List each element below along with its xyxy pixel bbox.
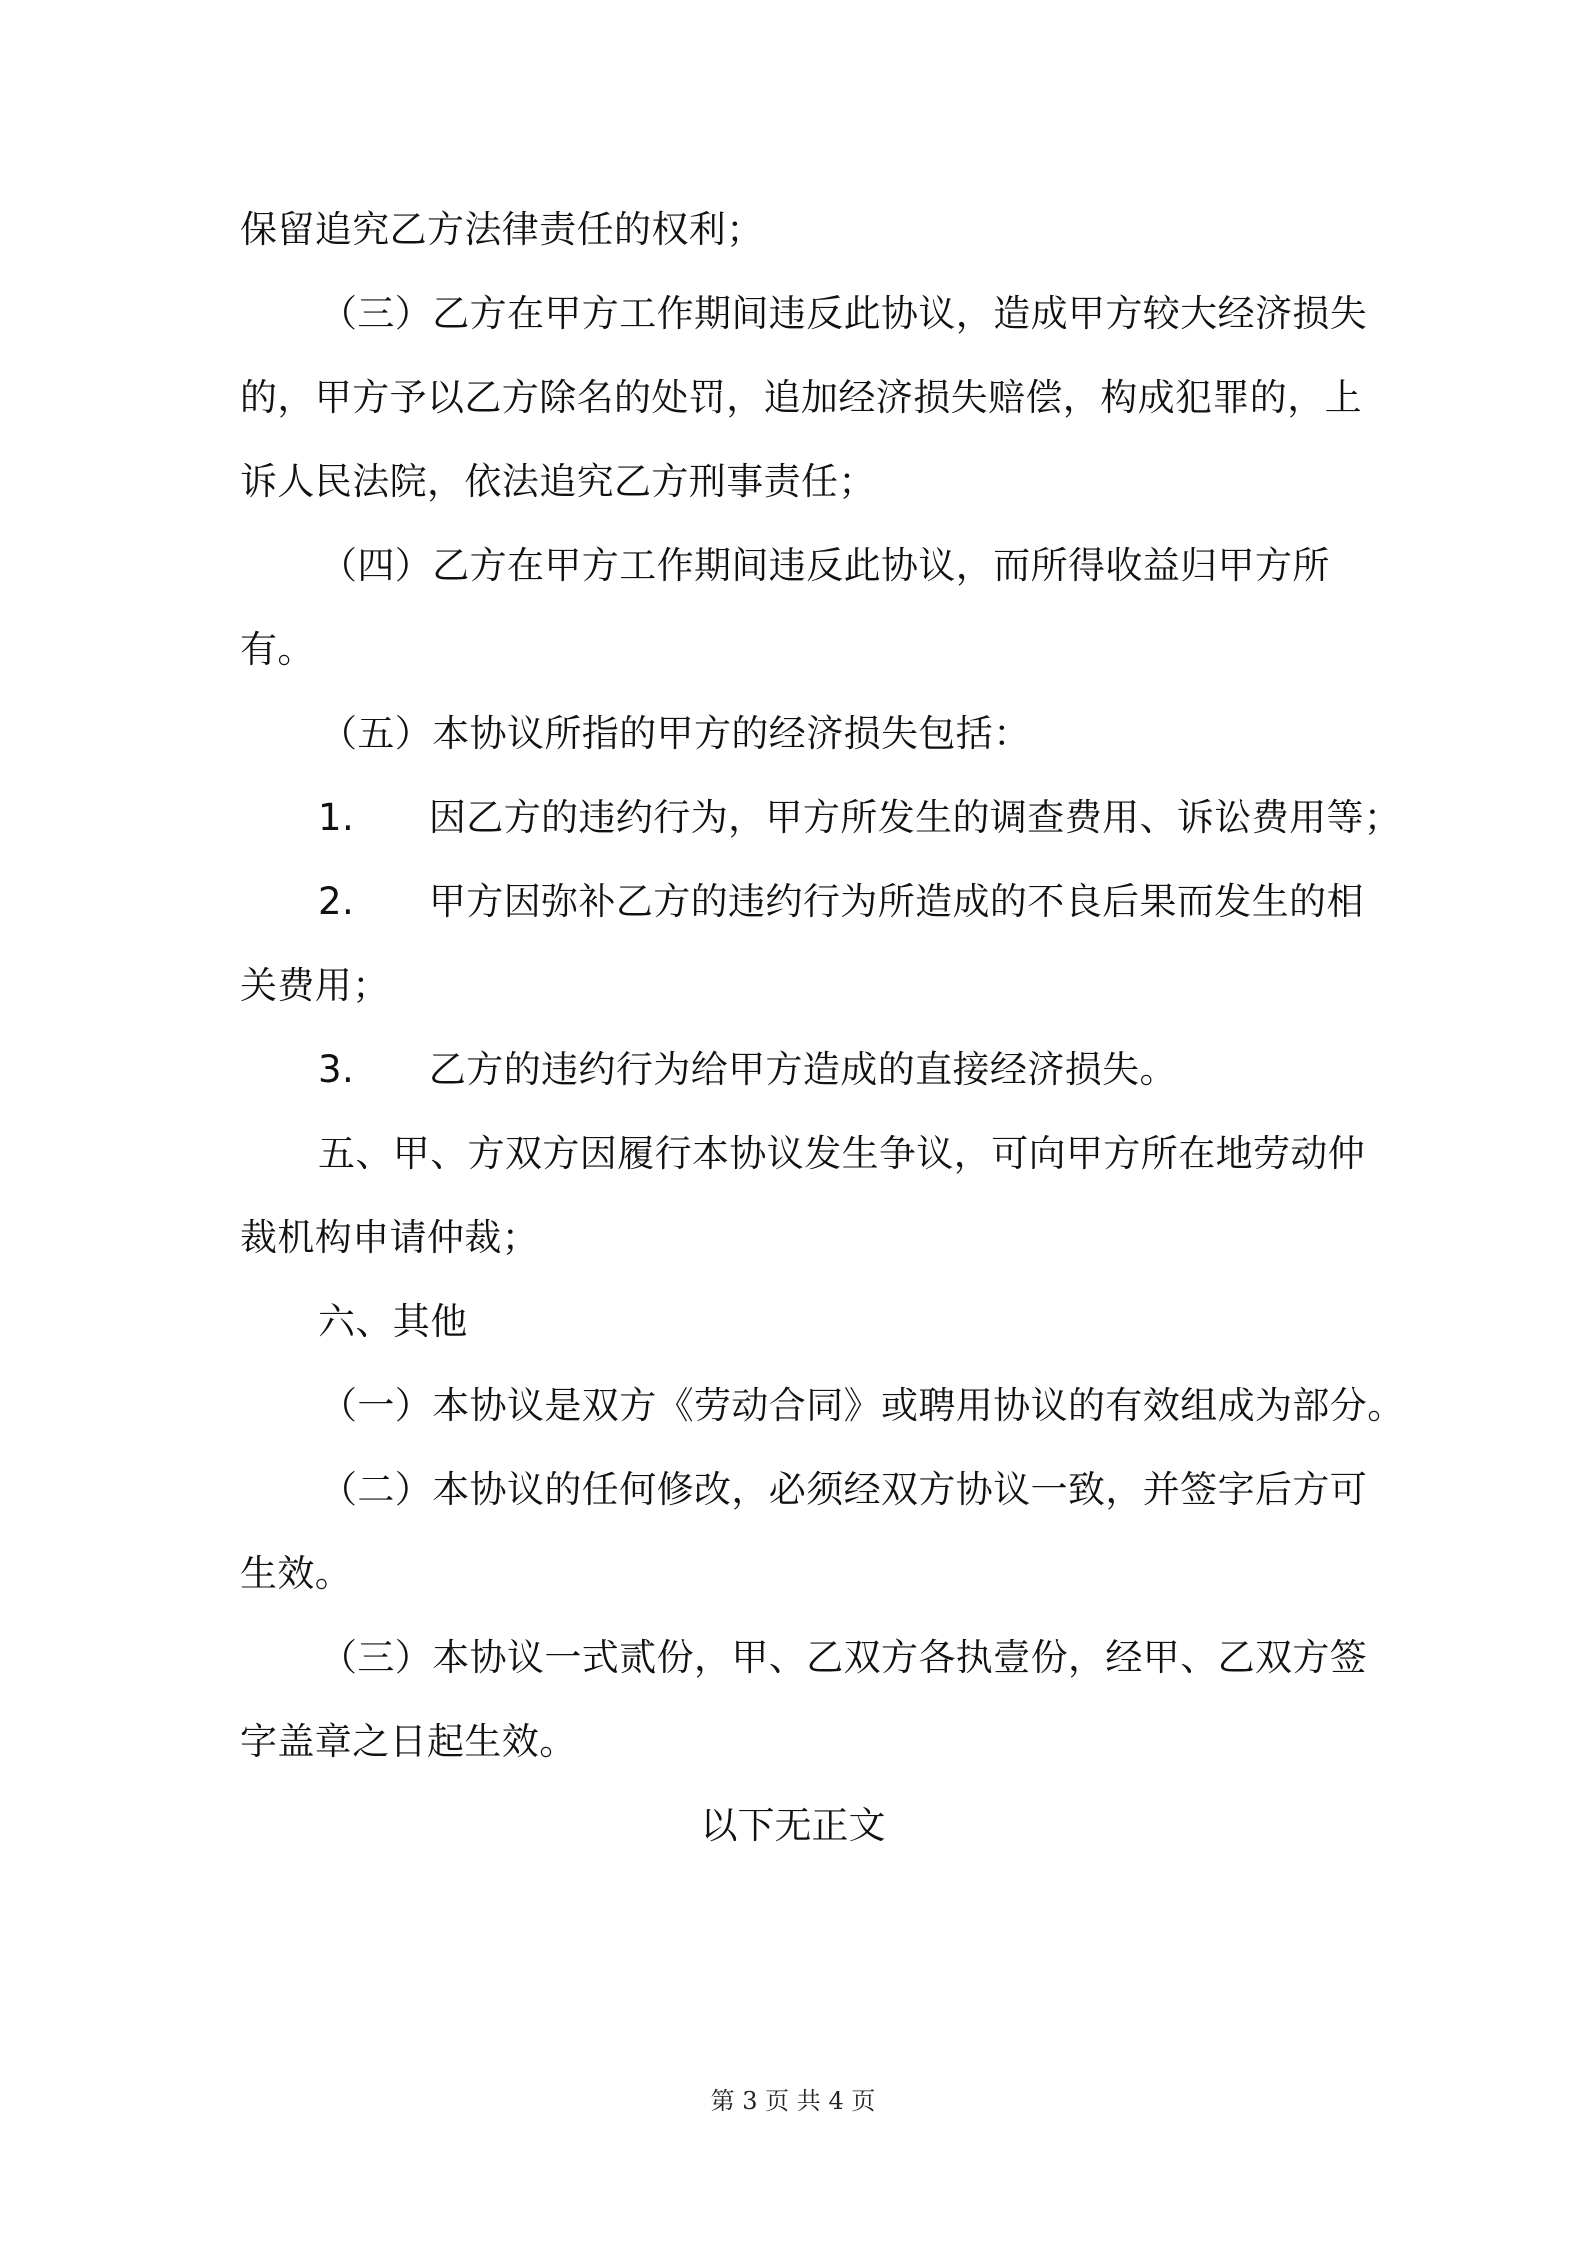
text-line: （二）本协议的任何修改，必须经双方协议一致，并签字后方可: [320, 1468, 1368, 1511]
text-line: 关费用；: [240, 964, 390, 1007]
list-item: 1. 因乙方的违约行为，甲方所发生的调查费用、诉讼费用等；: [318, 796, 1402, 839]
section-heading: 六、其他: [318, 1300, 468, 1343]
text-line: 裁机构申请仲裁；: [240, 1216, 540, 1259]
list-item: 3. 乙方的违约行为给甲方造成的直接经济损失。: [318, 1048, 1177, 1091]
text-line: 保留追究乙方法律责任的权利；: [240, 208, 764, 251]
closing-note: 以下无正文: [700, 1804, 886, 1847]
text-line: 有。: [240, 628, 315, 671]
list-item: 2. 甲方因弥补乙方的违约行为所造成的不良后果而发生的相: [318, 880, 1364, 923]
section-heading: 五、甲、方双方因履行本协议发生争议，可向甲方所在地劳动仲: [318, 1132, 1366, 1175]
page-footer: 第 3 页 共 4 页: [710, 2087, 876, 2115]
text-line: （三）乙方在甲方工作期间违反此协议，造成甲方较大经济损失: [320, 292, 1368, 335]
text-line: （一）本协议是双方《劳动合同》或聘用协议的有效组成为部分。: [320, 1384, 1405, 1427]
text-line: 诉人民法院，依法追究乙方刑事责任；: [240, 460, 876, 503]
text-line: 的，甲方予以乙方除名的处罚，追加经济损失赔偿，构成犯罪的，上: [240, 376, 1362, 419]
text-line: 字盖章之日起生效。: [240, 1720, 577, 1763]
text-line: （四）乙方在甲方工作期间违反此协议，而所得收益归甲方所: [320, 544, 1330, 587]
text-line: （五）本协议所指的甲方的经济损失包括：: [320, 712, 1031, 755]
text-line: 生效。: [240, 1552, 353, 1595]
text-line: （三）本协议一式贰份，甲、乙双方各执壹份，经甲、乙双方签: [320, 1636, 1368, 1679]
